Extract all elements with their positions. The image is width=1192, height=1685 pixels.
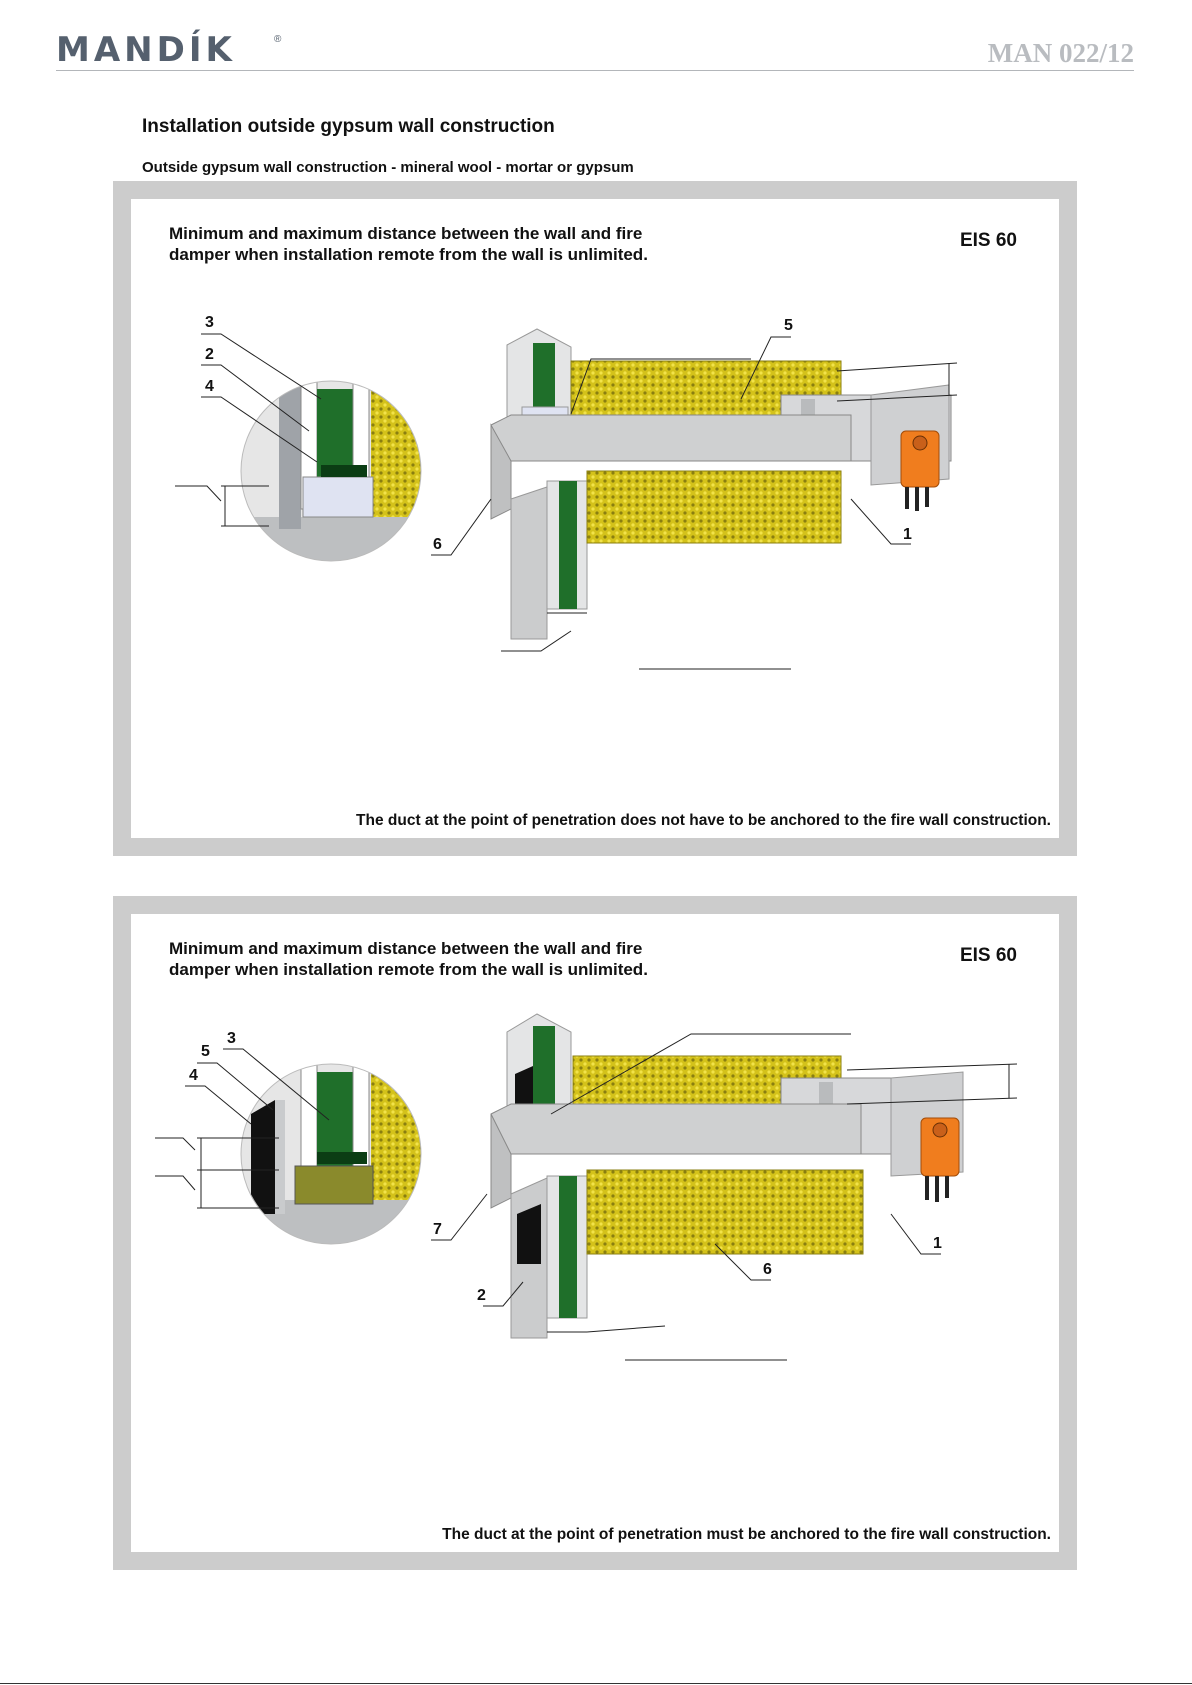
panel-2-installation-diagram [131, 914, 1059, 1552]
panel-1-detail-circle [241, 379, 451, 577]
panel-1-anchoring-note: The duct at the point of penetration does not have to be anchored to the fire wall construction. [356, 812, 1051, 829]
section-title: Installation outside gypsum wall construction [142, 116, 555, 137]
panel-1-label-4: 4 [205, 378, 214, 395]
brand-logo: MANDÍK [56, 30, 236, 70]
panel-2-label-7: 7 [433, 1221, 442, 1238]
panel-1-installation-diagram [131, 199, 1059, 838]
panel-1-content [131, 199, 1059, 838]
panel-2-detail-circle [241, 1064, 451, 1260]
installation-panel-2 [113, 896, 1077, 1570]
panel-2-label-5: 5 [201, 1043, 210, 1060]
panel-1-label-5: 5 [784, 317, 793, 334]
panel-1-label-2: 2 [205, 346, 214, 363]
header-divider [56, 70, 1134, 71]
panel-1-heading-line1: Minimum and maximum distance between the wall and fire [169, 224, 643, 243]
panel-2-label-6: 6 [763, 1261, 772, 1278]
panel-2-label-4: 4 [189, 1067, 198, 1084]
panel-2-label-1: 1 [933, 1235, 942, 1252]
panel-1-label-6: 6 [433, 536, 442, 553]
panel-2-main-illustration [491, 1014, 963, 1338]
registered-mark: ® [274, 34, 282, 45]
panel-2-classification: EIS 60 [959, 945, 1017, 966]
panel-2-label-2: 2 [477, 1287, 486, 1304]
panel-1-label-1: 1 [903, 526, 912, 543]
panel-1-heading-line2: damper when installation remote from the wall is unlimited. [169, 245, 648, 264]
document-number: MAN 022/12 [987, 38, 1134, 68]
panel-1-label-3: 3 [205, 314, 214, 331]
panel-2-anchoring-note: The duct at the point of penetration must be anchored to the fire wall construction. [442, 1526, 1051, 1543]
installation-panel-1 [113, 181, 1077, 856]
panel-2-content [131, 914, 1059, 1552]
panel-2-heading-line2: damper when installation remote from the wall is unlimited. [169, 960, 648, 979]
section-subtitle: Outside gypsum wall construction - mineral wool - mortar or gypsum [142, 159, 634, 176]
panel-1-main-illustration [491, 329, 951, 639]
panel-1-classification: EIS 60 [959, 230, 1017, 251]
footer-divider [0, 1683, 1192, 1684]
panel-2-label-3: 3 [227, 1030, 236, 1047]
panel-2-heading-line1: Minimum and maximum distance between the wall and fire [169, 939, 643, 958]
